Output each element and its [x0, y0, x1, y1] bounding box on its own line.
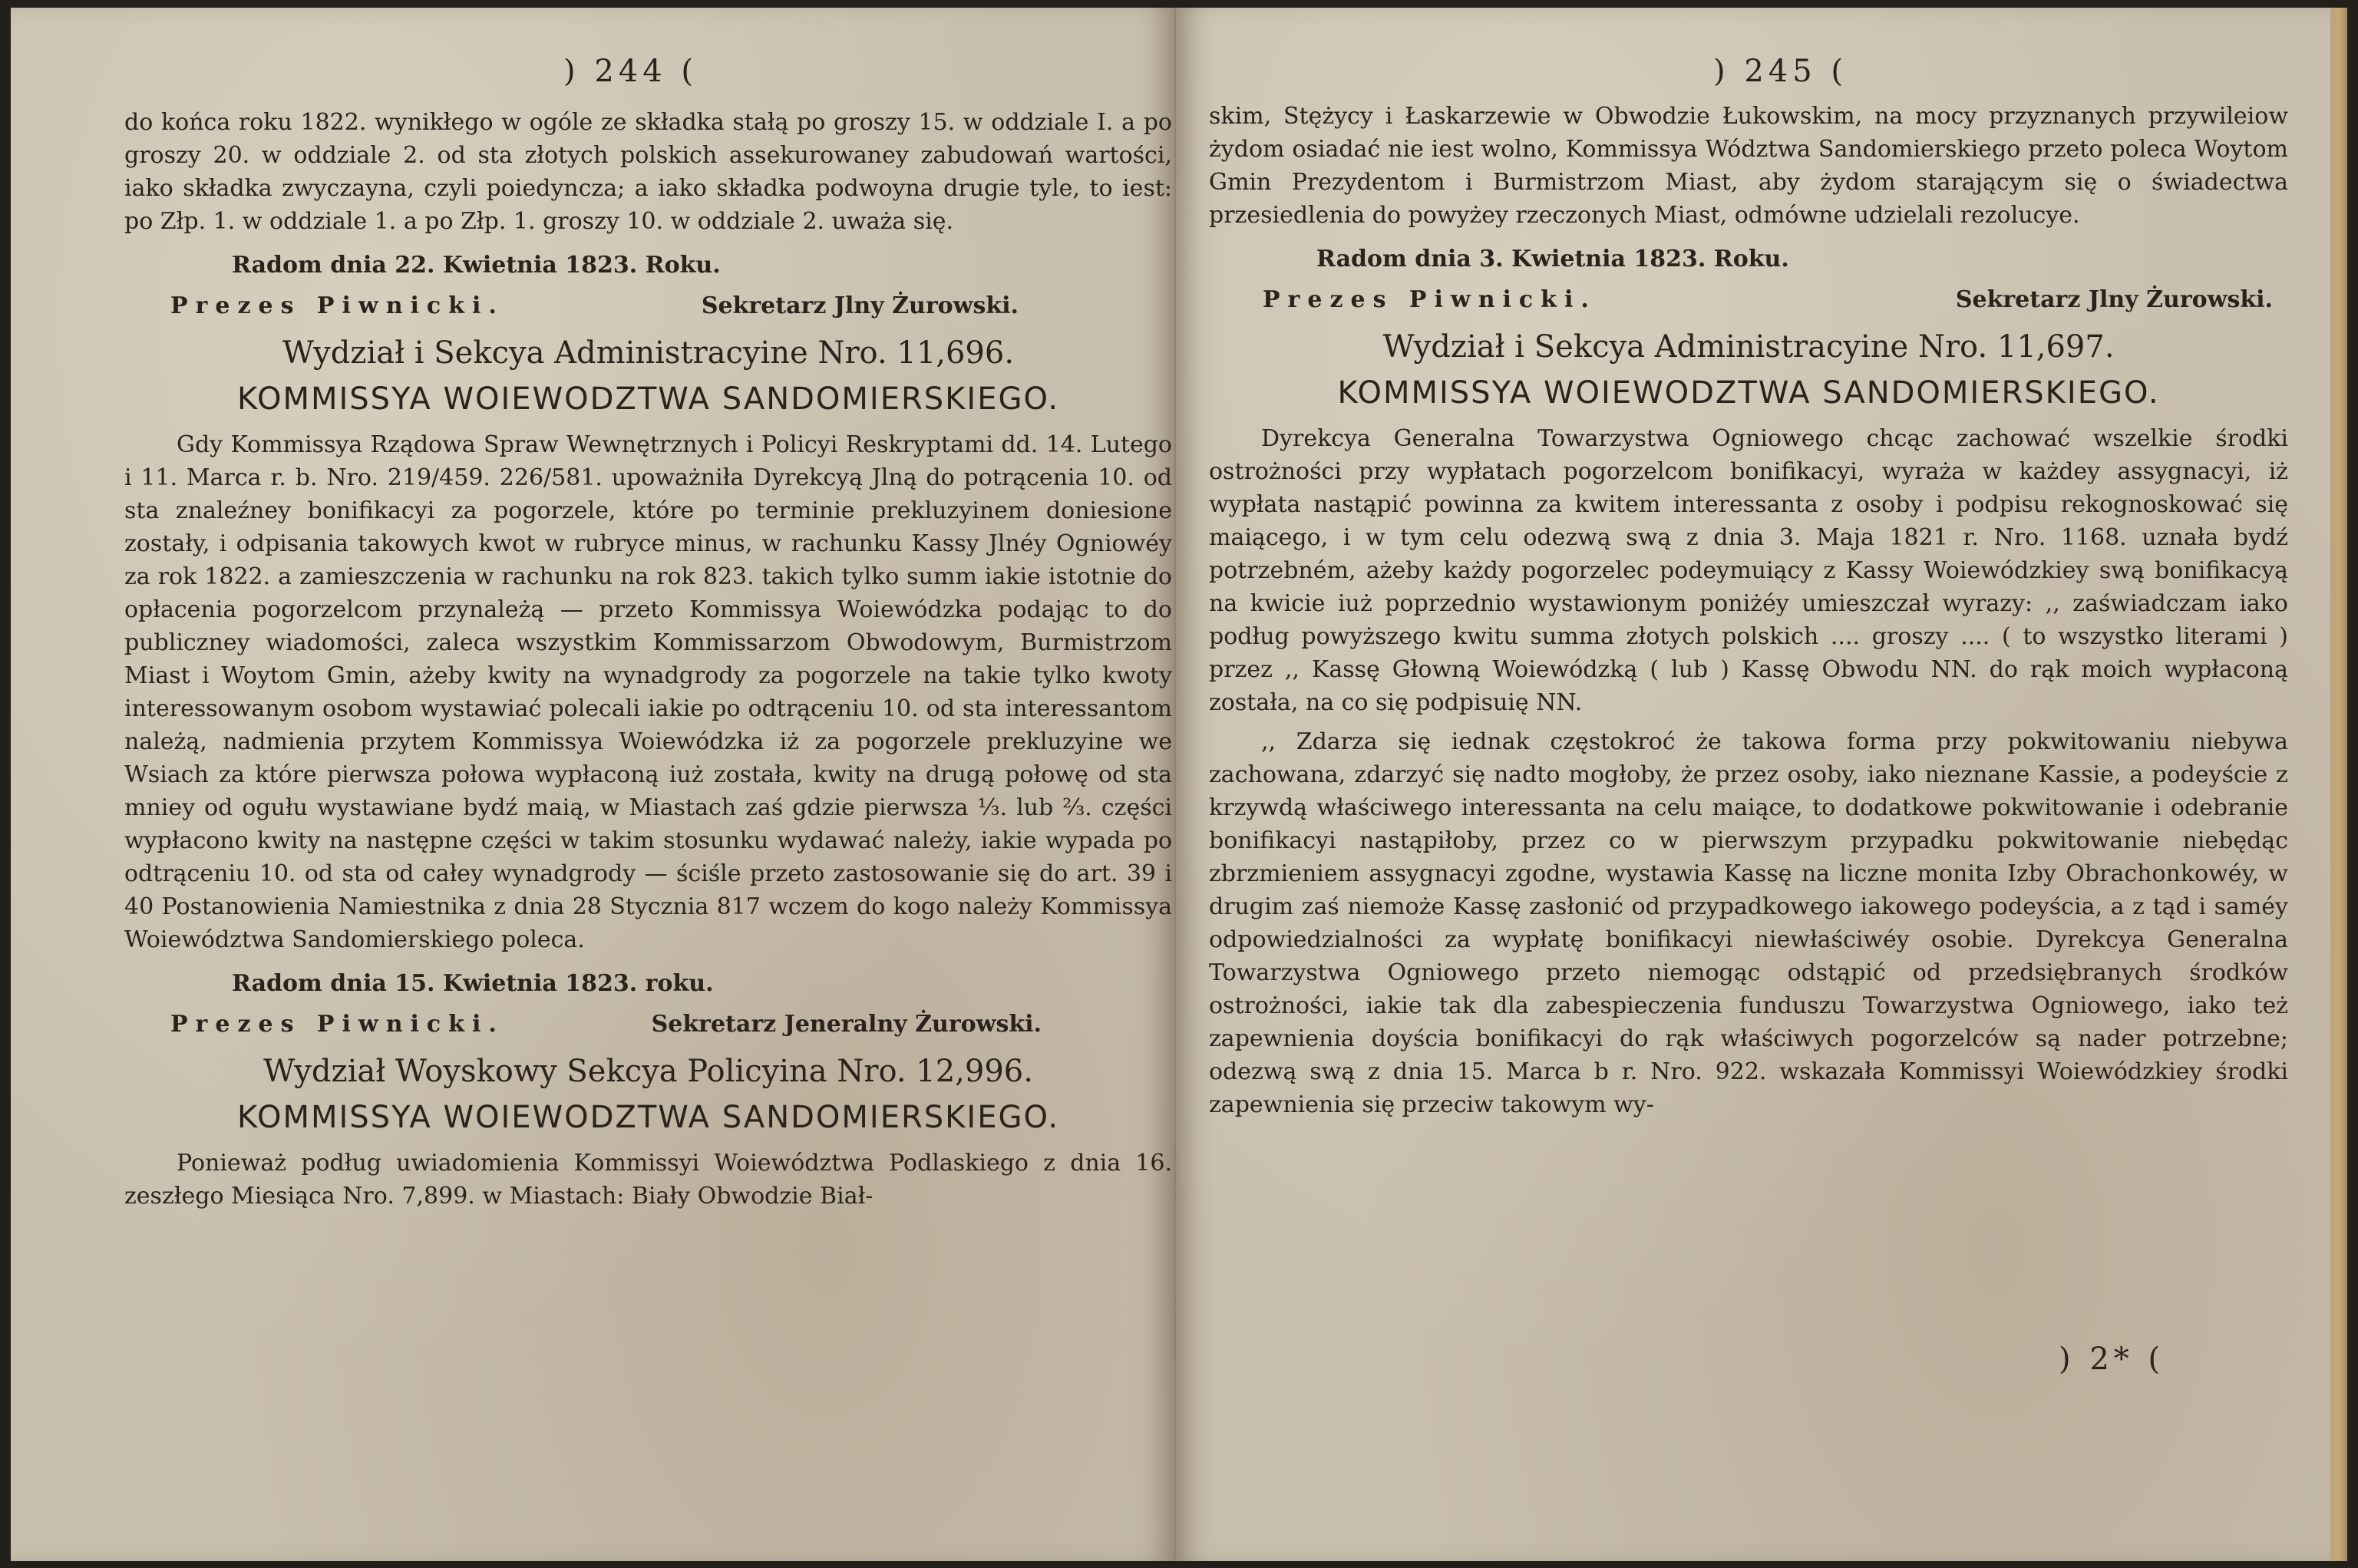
commission-heading: KOMMISSYA WOIEWODZTWA SANDOMIERSKIEGO. [236, 381, 1060, 417]
section-title: Wydział Woyskowy Sekcya Policyina Nro. 12,996. [263, 1054, 1033, 1089]
right-page [1176, 8, 2347, 1561]
signature-line [124, 289, 1172, 322]
secretary-signature: Sekretarz Jeneralny Żurowski. [651, 1011, 1042, 1038]
date-line: Radom dnia 3. Kwietnia 1823. Roku. [1316, 246, 1789, 272]
commission-heading: KOMMISSYA WOIEWODZTWA SANDOMIERSKIEGO. [236, 1100, 1060, 1135]
paragraph: skim, Stężycy i Łaskarzewie w Obwodzie Łukowskim, na mocy przyznanych przywileiow żydom osiadać nie iest wolno, Kommissya Wództwa Sandomierskiego przeto poleca Woytom Gmin Prezydentom i Burmistrzom Miast, aby żydom starającym się o świadectwa przesiedlenia do powyżey rzeczonych Miast, odmówne udzielali rezolucye. [1209, 103, 2288, 229]
page-number: ) 245 ( [1713, 54, 1848, 89]
paragraph: Dyrekcya Generalna Towarzystwa Ogniowego chcąc zachować wszelkie środki ostrożności przy wypłatach pogorzelcom bonifikacyi, wyraża w każdey assygnacyi, iż wypłata nastąpić powinna za kwitem interessanta z osoby i podpisu rekognoskować się maiącego, i w tym celu odezwą swą z dnia 3. Maja 1821 r. Nro. 1168. uznała bydź potrzebném, ażeby każdy pogorzelec podeymuiący z Kassy Woiewódzkiey swą bonifikacyą na kwicie iuż poprzednio wystawionym poniżéy umieszczał wyrazy: ,, zaświadczam iako podług powyższego kwitu summa złotych polskich .... groszy .... ( to wszystko literami ) przez ,, Kassę Głowną Woiewódzką ( lub ) Kassę Obwodu NN. do rąk moich wypłaconą została, na co się podpisuię NN. [1209, 425, 2288, 716]
paragraph: Ponieważ podług uwiadomienia Kommissyi Woiewództwa Podlaskiego z dnia 16. zeszłego Miesiąca Nro. 7,899. w Miastach: Biały Obwodzie Biał- [124, 1150, 1172, 1210]
date-line: Radom dnia 22. Kwietnia 1823. Roku. [232, 252, 721, 279]
left-page-text [124, 106, 1172, 1213]
signature-line [124, 1008, 1172, 1041]
president-signature: Prezes Piwnicki. [170, 292, 504, 319]
signature-line [1209, 283, 2288, 316]
right-page-text [1209, 100, 2288, 1121]
book-spread [11, 8, 2347, 1561]
paragraph: ,, Zdarza się iednak częstokroć że takowa forma przy pokwitowaniu niebywa zachowana, zdarzyć się nadto mogłoby, że przez osoby, iako nieznane Kassie, a podeyście z krzywdą właściwego interessanta na celu maiące, to dodatkowe pokwitowanie i odebranie bonifikacyi nastąpiłoby, przez co w pierwszym przypadku pokwitowanie niebędąc zbrzmieniem assygnacyi zgodne, wystawia Kassę na liczne monita Izby Obrachonkowéy, w drugim zaś niemoże Kassę zasłonić od przypadkowego iakowego podeyścia, a z tąd i saméy odpowiedzialności za wypłatę bonifikacyi niewłaściwéy osobie. Dyrekcya Generalna Towarzystwa Ogniowego przeto niemogąc odstąpić od przedsiębranych środków ostrożności, iakie tak dla zabespieczenia funduszu Towarzystwa Ogniowego, iako też zapewnienia doyścia bonifikacyi do rąk właściwych pogorzelców są nader potrzebne; odezwą swą z dnia 15. Marca b r. Nro. 922. wskazała Kommissyi Woiewódzkiey środki zapewnienia się przeciw takowym wy- [1209, 728, 2288, 1118]
section-title: Wydział i Sekcya Administracyine Nro. 11,696. [282, 335, 1015, 371]
president-signature: Prezes Piwnicki. [170, 1011, 504, 1038]
section-title: Wydział i Sekcya Administracyine Nro. 11,697. [1382, 329, 2115, 365]
secretary-signature: Sekretarz Jlny Żurowski. [701, 292, 1019, 319]
page-number: ) 244 ( [563, 54, 698, 89]
signature-mark: ) 2* ( [2059, 1342, 2165, 1377]
paragraph: Gdy Kommissya Rządowa Spraw Wewnętrznych i Policyi Reskryptami dd. 14. Lutego i 11. Marca r. b. Nro. 219/459. 226/581. upoważniła Dyrekcyą Jlną do potrącenia 10. od sta znaleźney bonifikacyi za pogorzele, które po terminie prekluzyinem doniesione zostały, i odpisania takowych kwot w rubryce minus, w rachunku Kassy Jlnéy Ogniowéy za rok 1822. a zamieszczenia w rachunku na rok 823. takich tylko summ iakie istotnie do opłacenia pogorzelcom przynależą — przeto Kommissya Woiewódzka podając to do publiczney wiadomości, zaleca wszystkim Kommissarzom Obwodowym, Burmistrzom Miast i Woytom Gmin, ażeby kwity na wynadgrody za pogorzele na takie tylko kwoty interessowanym osobom wystawiać polecali iakie po odtrąceniu 10. od sta interessantom należą, nadmienia przytem Kommissya Woiewódzka iż za pogorzele prekluzyine we Wsiach za które pierwsza połowa wypłaconą iuż została, kwity na drugą połowę od sta mniey od ogułu wystawiane bydź maią, w Miastach zaś gdzie pierwsza ⅓. lub ⅔. części wypłacono kwity na następne części w takim stosunku wydawać należy, iakie wypada po odtrąceniu 10. od sta od całey wynadgrody — ściśle przeto zastosowanie się do art. 39 i 40 Postanowienia Namiestnika z dnia 28 Stycznia 817 wczem do kogo należy Kommissya Woiewództwa Sandomierskiego poleca. [124, 431, 1172, 953]
paragraph: do końca roku 1822. wynikłego w ogóle ze składka stałą po groszy 15. w oddziale I. a po groszy 20. w oddziale 2. od sta złotych polskich assekurowaney zabudowań wartości, iako składka zwyczayna, czyli poiedyncza; a iako składka podwoyna drugie tyle, to iest: po Złp. 1. w oddziale 1. a po Złp. 1. groszy 10. w oddziale 2. uważa się. [124, 109, 1172, 235]
left-page [11, 8, 1176, 1561]
secretary-signature: Sekretarz Jlny Żurowski. [1955, 286, 2273, 313]
page-edge [2330, 8, 2347, 1561]
president-signature: Prezes Piwnicki. [1263, 286, 1597, 313]
date-line: Radom dnia 15. Kwietnia 1823. roku. [232, 970, 714, 997]
commission-heading: KOMMISSYA WOIEWODZTWA SANDOMIERSKIEGO. [1337, 375, 2160, 411]
